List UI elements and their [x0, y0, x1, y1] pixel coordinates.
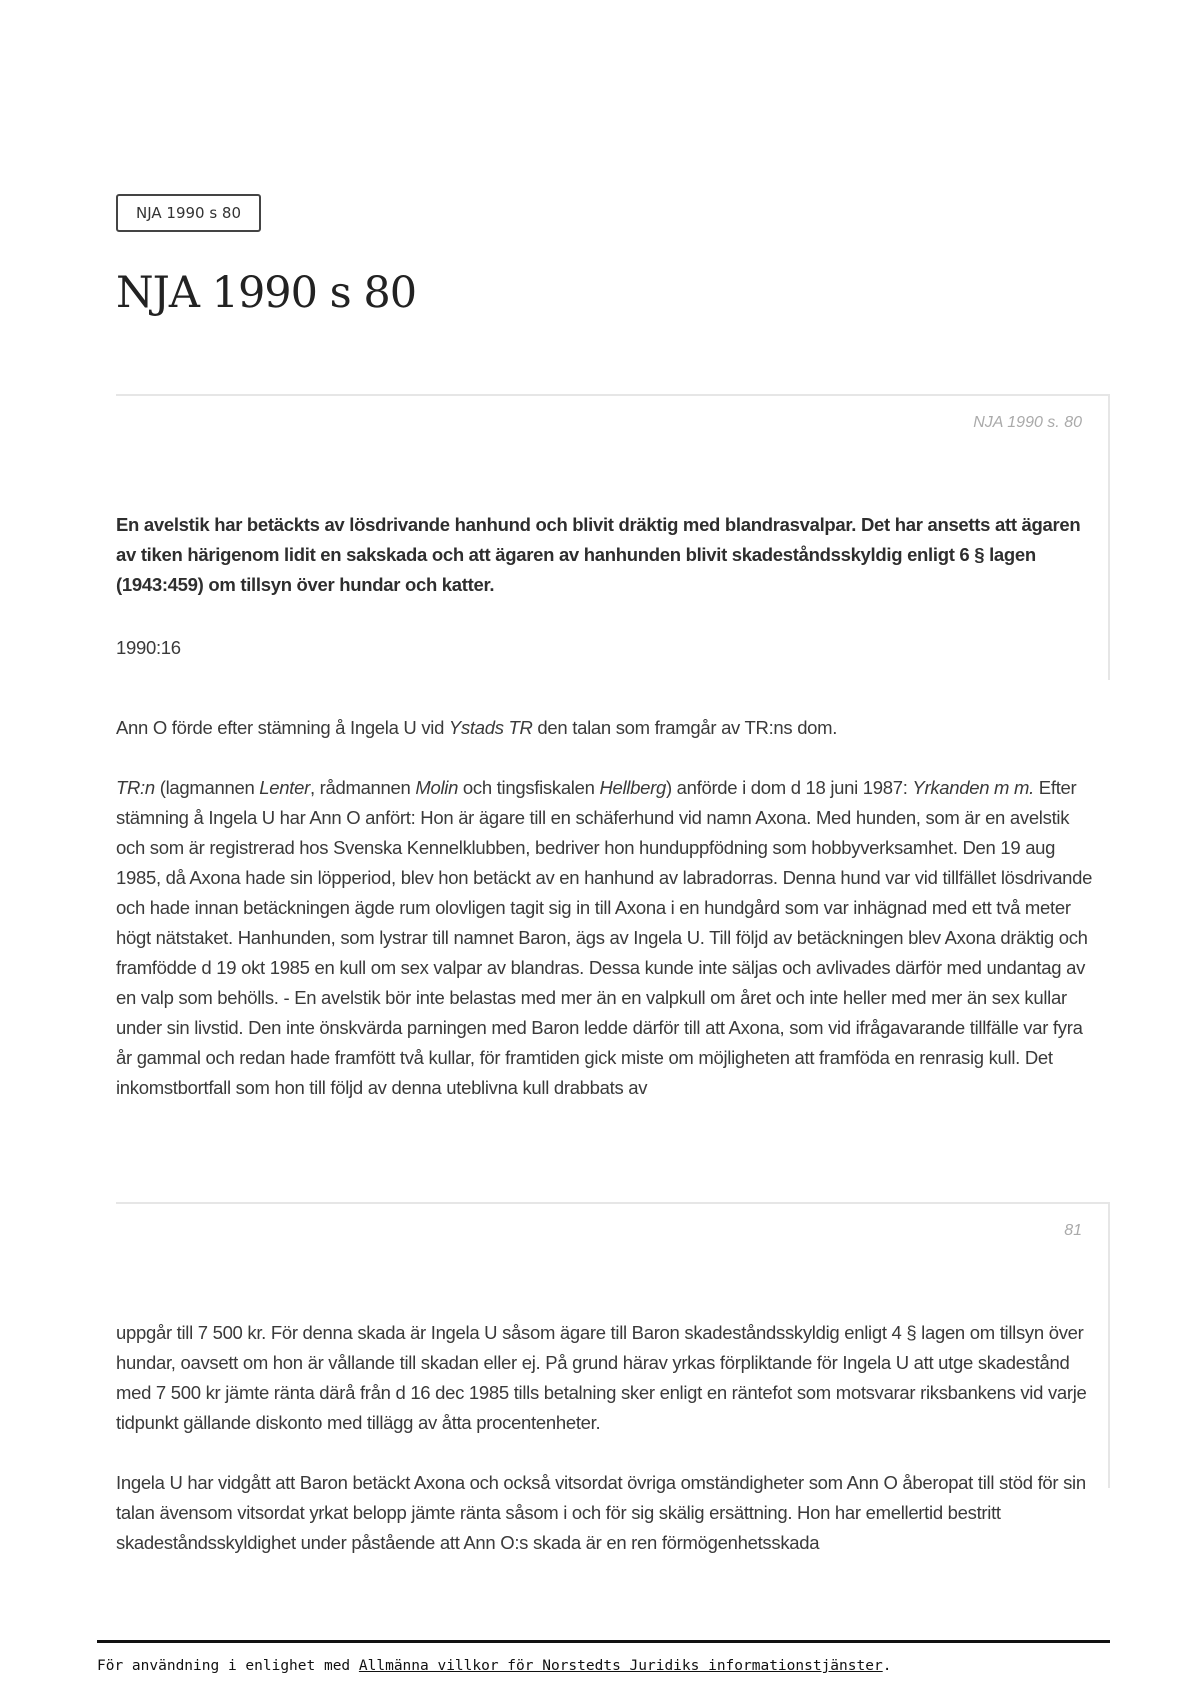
terms-link[interactable]: Allmänna villkor för Norstedts Juridiks informationstjänster — [358, 1658, 883, 1674]
case-number: 1990:16 — [116, 637, 181, 658]
page-number-label: NJA 1990 s. 80 — [973, 414, 1082, 431]
paragraph-tr-judgment: TR:n (lagmannen Lenter, rådmannen Molin och tingsfiskalen Hellberg) anförde i dom d 18 juni 1987: Yrkanden m m. Efter stämning å Ingela U har Ann O anfört: Hon är ägare till en schäferhund vid namn Axona. Med hunden, som är en avelstik och som är registrerad hos Svenska Kennelklubben, bedriver hon hunduppfödning som hobbyverksamhet. Den 19 aug 1985, då Axona hade sin löpperiod, blev hon betäckt av en hanhund av labradorras. Denna hund var vid tillfället lösdrivande och hade innan betäckningen ägde rum olovligen tagit sig in till Axona i en hundgård som var inhägnad med ett två meter högt nätstaket. Hanhunden, som lystrar till namnet Baron, ägs av Ingela U. Till följd av betäckningen blev Axona dräktig och framfödde d 19 okt 1985 en kull om sex valpar av blandras. Dessa kunde inte säljas och avlivades därför med undantag av en valp som behölls. - En avelstik bör inte belastas med mer än en valpkull om året och inte heller med mer än sex kullar under sin livstid. Den inte önskvärda parningen med Baron ledde därför till att Axona, som vid ifrågavarande tillfälle var fyra år gammal och redan hade framfött två kullar, för framtiden gick miste om möjligheten att framföda en renrasig kull. Det inkomstbortfall som hon till följd av denna uteblivna kull drabbats av — [116, 777, 1093, 1098]
page-title: NJA 1990 s 80 — [116, 268, 417, 318]
case-summary: En avelstik har betäckts av lösdrivande hanhund och blivit dräktig med blandrasvalpar. Det har ansetts att ägaren av tiken härigenom lidit en sakskada och att ägaren av hanhunden blivit skadeståndsskyldig enligt 6 § lagen (1943:459) om tillsyn över hundar och katter. — [116, 514, 1081, 595]
footer-divider — [97, 1640, 1110, 1643]
document-badge: NJA 1990 s 80 — [116, 194, 261, 232]
paragraph-intro: Ann O förde efter stämning å Ingela U vid Ystads TR den talan som framgår av TR:ns dom. — [116, 717, 838, 738]
paragraph-defense: Ingela U har vidgått att Baron betäckt Axona och också vitsordat övriga omständigheter som Ann O åberopat till stöd för sin talan ävensom vitsordat yrkat belopp jämte ränta såsom i och för sig skälig ersättning. Hon har emellertid bestritt skadeståndsskyldighet under påstående att Ann O:s skada är en ren förmögenhetsskada — [116, 1472, 1086, 1553]
page-number-label: 81 — [1064, 1222, 1082, 1239]
paragraph-claim: uppgår till 7 500 kr. För denna skada är Ingela U såsom ägare till Baron skadeståndsskyldig enligt 4 § lagen om tillsyn över hundar, oavsett om hon är vållande till skadan eller ej. På grund härav yrkas förpliktande för Ingela U att utge skadestånd med 7 500 kr jämte ränta därå från d 16 dec 1985 tills betalning sker enligt en räntefot som motsvarar riksbankens vid varje tidpunkt gällande diskonto med tillägg av åtta procentenheter. — [116, 1322, 1087, 1433]
footer: För användning i enlighet med Allmänna villkor för Norstedts Juridiks informationstjänster. — [97, 1658, 892, 1674]
